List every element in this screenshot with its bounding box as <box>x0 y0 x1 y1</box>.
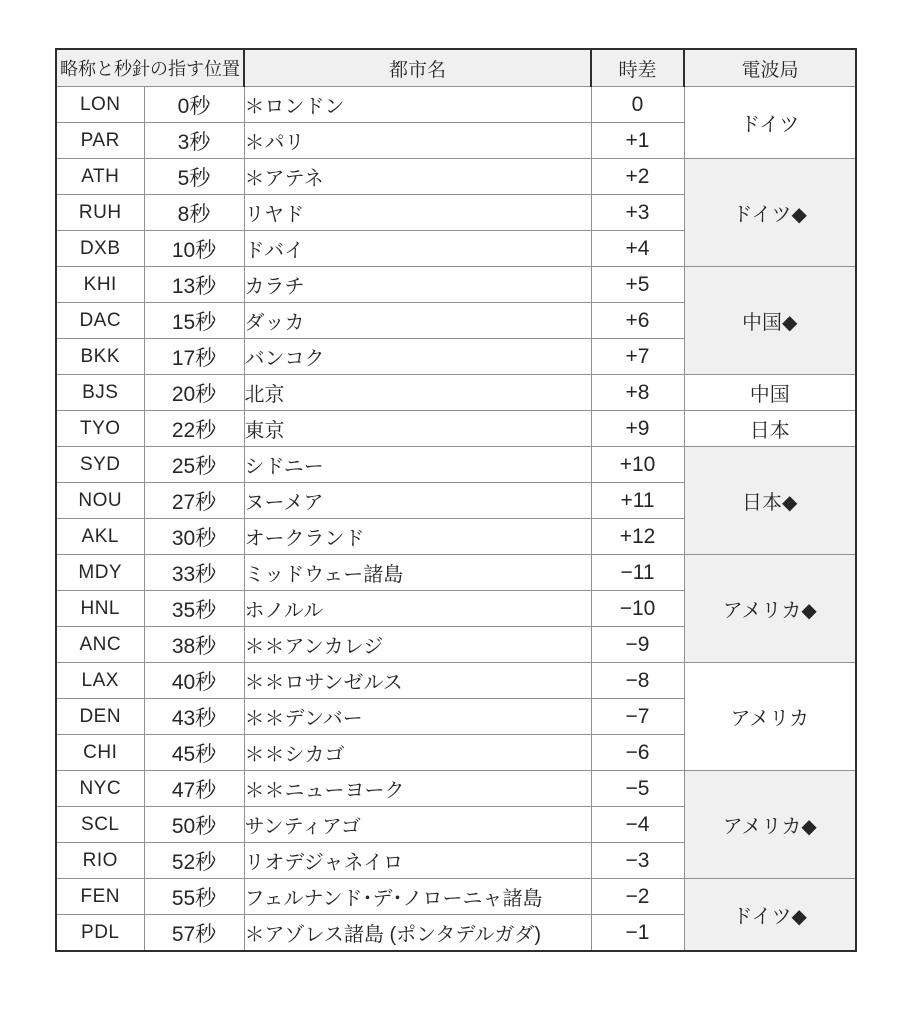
second-hand-position-cell: 52秒 <box>144 843 244 879</box>
radio-station-cell: 日本 <box>684 411 856 447</box>
time-offset-cell: +7 <box>591 339 684 375</box>
second-hand-position-cell: 8秒 <box>144 195 244 231</box>
second-hand-position-cell: 55秒 <box>144 879 244 915</box>
world-time-table-section <box>55 48 857 952</box>
time-offset-cell: +12 <box>591 519 684 555</box>
time-offset-cell: −7 <box>591 699 684 735</box>
radio-station-cell: ドイツ◆ <box>684 159 856 267</box>
radio-station-cell: ドイツ◆ <box>684 879 856 952</box>
city-code-cell: NOU <box>56 483 144 519</box>
header-abbr-and-second-position: 略称と秒針の指す位置 <box>56 49 244 87</box>
second-hand-position-cell: 3秒 <box>144 123 244 159</box>
time-offset-cell: −9 <box>591 627 684 663</box>
radio-station-cell: ドイツ <box>684 87 856 159</box>
city-name-cell: ダッカ <box>244 303 591 339</box>
city-name-cell: シドニー <box>244 447 591 483</box>
city-name-cell: ＊＊アンカレジ <box>244 627 591 663</box>
second-hand-position-cell: 25秒 <box>144 447 244 483</box>
second-hand-position-cell: 38秒 <box>144 627 244 663</box>
city-code-cell: SCL <box>56 807 144 843</box>
city-code-cell: ANC <box>56 627 144 663</box>
city-name-cell: カラチ <box>244 267 591 303</box>
city-name-cell: ＊＊デンバー <box>244 699 591 735</box>
time-offset-cell: +5 <box>591 267 684 303</box>
table-row <box>56 555 856 591</box>
city-name-cell: ＊アゾレス諸島 (ポンタデルガダ) <box>244 915 591 952</box>
time-offset-cell: +2 <box>591 159 684 195</box>
table-row <box>56 663 856 699</box>
city-name-cell: ドバイ <box>244 231 591 267</box>
city-name-cell: ＊アテネ <box>244 159 591 195</box>
time-offset-cell: −11 <box>591 555 684 591</box>
time-offset-cell: +9 <box>591 411 684 447</box>
city-code-cell: DAC <box>56 303 144 339</box>
city-code-cell: SYD <box>56 447 144 483</box>
time-offset-cell: −2 <box>591 879 684 915</box>
city-code-cell: DEN <box>56 699 144 735</box>
second-hand-position-cell: 35秒 <box>144 591 244 627</box>
city-name-cell: オークランド <box>244 519 591 555</box>
city-name-cell: ＊＊ニューヨーク <box>244 771 591 807</box>
city-code-cell: CHI <box>56 735 144 771</box>
radio-station-cell: 中国 <box>684 375 856 411</box>
time-offset-cell: −5 <box>591 771 684 807</box>
city-code-cell: PDL <box>56 915 144 952</box>
table-row <box>56 411 856 447</box>
second-hand-position-cell: 13秒 <box>144 267 244 303</box>
table-row <box>56 447 856 483</box>
time-offset-cell: +11 <box>591 483 684 519</box>
second-hand-position-cell: 47秒 <box>144 771 244 807</box>
time-offset-cell: −10 <box>591 591 684 627</box>
city-name-cell: リヤド <box>244 195 591 231</box>
second-hand-position-cell: 22秒 <box>144 411 244 447</box>
city-code-cell: BJS <box>56 375 144 411</box>
time-offset-cell: −1 <box>591 915 684 952</box>
radio-station-cell: アメリカ◆ <box>684 555 856 663</box>
city-code-cell: MDY <box>56 555 144 591</box>
time-offset-cell: −4 <box>591 807 684 843</box>
second-hand-position-cell: 0秒 <box>144 87 244 123</box>
city-code-cell: LAX <box>56 663 144 699</box>
city-code-cell: NYC <box>56 771 144 807</box>
time-offset-cell: +8 <box>591 375 684 411</box>
radio-station-cell: 日本◆ <box>684 447 856 555</box>
header-time-offset: 時差 <box>591 49 684 87</box>
city-name-cell: フェルナンド･デ･ノローニャ諸島 <box>244 879 591 915</box>
city-code-cell: TYO <box>56 411 144 447</box>
header-radio-station: 電波局 <box>684 49 856 87</box>
city-name-cell: ミッドウェー諸島 <box>244 555 591 591</box>
second-hand-position-cell: 43秒 <box>144 699 244 735</box>
time-offset-cell: −8 <box>591 663 684 699</box>
header-row <box>56 49 856 87</box>
second-hand-position-cell: 50秒 <box>144 807 244 843</box>
city-name-cell: ＊パリ <box>244 123 591 159</box>
second-hand-position-cell: 17秒 <box>144 339 244 375</box>
city-name-cell: ＊＊シカゴ <box>244 735 591 771</box>
city-name-cell: バンコク <box>244 339 591 375</box>
city-name-cell: 東京 <box>244 411 591 447</box>
time-offset-cell: +3 <box>591 195 684 231</box>
time-offset-cell: 0 <box>591 87 684 123</box>
city-name-cell: ホノルル <box>244 591 591 627</box>
city-code-cell: HNL <box>56 591 144 627</box>
city-code-cell: DXB <box>56 231 144 267</box>
city-code-cell: BKK <box>56 339 144 375</box>
second-hand-position-cell: 57秒 <box>144 915 244 952</box>
second-hand-position-cell: 33秒 <box>144 555 244 591</box>
second-hand-position-cell: 15秒 <box>144 303 244 339</box>
city-code-cell: LON <box>56 87 144 123</box>
table-row <box>56 159 856 195</box>
time-offset-cell: +6 <box>591 303 684 339</box>
table-row <box>56 267 856 303</box>
city-code-cell: RIO <box>56 843 144 879</box>
city-code-cell: FEN <box>56 879 144 915</box>
time-offset-cell: −3 <box>591 843 684 879</box>
city-code-cell: RUH <box>56 195 144 231</box>
radio-station-cell: アメリカ◆ <box>684 771 856 879</box>
city-code-cell: ATH <box>56 159 144 195</box>
second-hand-position-cell: 45秒 <box>144 735 244 771</box>
city-code-cell: AKL <box>56 519 144 555</box>
table-row <box>56 771 856 807</box>
city-name-cell: ヌーメア <box>244 483 591 519</box>
city-name-cell: サンティアゴ <box>244 807 591 843</box>
time-offset-cell: +1 <box>591 123 684 159</box>
radio-station-cell: アメリカ <box>684 663 856 771</box>
second-hand-position-cell: 20秒 <box>144 375 244 411</box>
time-offset-cell: +4 <box>591 231 684 267</box>
world-time-table <box>55 48 857 952</box>
time-offset-cell: +10 <box>591 447 684 483</box>
city-name-cell: リオデジャネイロ <box>244 843 591 879</box>
radio-station-cell: 中国◆ <box>684 267 856 375</box>
header-city-name: 都市名 <box>244 49 591 87</box>
time-offset-cell: −6 <box>591 735 684 771</box>
table-row <box>56 375 856 411</box>
city-name-cell: ＊＊ロサンゼルス <box>244 663 591 699</box>
city-name-cell: ＊ロンドン <box>244 87 591 123</box>
second-hand-position-cell: 27秒 <box>144 483 244 519</box>
city-code-cell: KHI <box>56 267 144 303</box>
second-hand-position-cell: 30秒 <box>144 519 244 555</box>
second-hand-position-cell: 10秒 <box>144 231 244 267</box>
table-row <box>56 87 856 123</box>
table-row <box>56 879 856 915</box>
second-hand-position-cell: 5秒 <box>144 159 244 195</box>
city-name-cell: 北京 <box>244 375 591 411</box>
city-code-cell: PAR <box>56 123 144 159</box>
second-hand-position-cell: 40秒 <box>144 663 244 699</box>
